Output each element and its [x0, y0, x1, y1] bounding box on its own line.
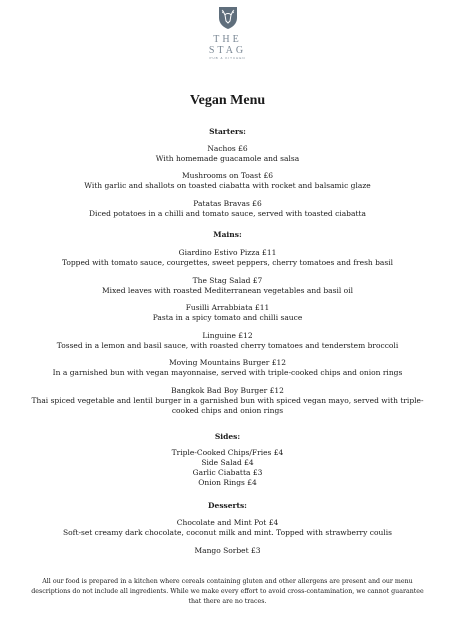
dessert-desc: Soft-set creamy dark chocolate, coconut milk and mint. Topped with strawberry coulis [63, 528, 392, 537]
main-name: Bangkok Bad Boy Burger £12 [171, 386, 284, 395]
main-name: Moving Mountains Burger £12 [168, 358, 287, 367]
starters-heading: Starters: [209, 127, 246, 136]
main-name: Giardino Estivo Pizza £11 [178, 248, 277, 257]
main-desc: Tossed in a lemon and basil sauce, with roasted cherry tomatoes and tenderstem broccoli [56, 341, 399, 350]
stag-shield-icon [217, 6, 239, 30]
brand-name-the: THE [213, 34, 242, 45]
main-name: Fusilli Arrabbiata £11 [185, 303, 270, 312]
sides-heading: Sides: [214, 432, 241, 441]
starter-name: Patatas Bravas £6 [193, 199, 262, 208]
main-desc: In a garnished bun with vegan mayonnaise, served with triple-cooked chips and onion rings [52, 368, 403, 377]
starter-desc: With garlic and shallots on toasted ciabatta with rocket and balsamic glaze [84, 181, 371, 190]
brand-name-stag: STAG [208, 45, 247, 56]
dessert-name: Mango Sorbet £3 [194, 546, 261, 555]
mains-heading: Mains: [213, 230, 242, 239]
main-desc: Topped with tomato sauce, courgettes, sweet peppers, cherry tomatoes and fresh basil [61, 258, 394, 267]
menu-title: Vegan Menu [189, 93, 266, 108]
main-desc: Thai spiced vegetable and lentil burger in a garnished bun with spiced vegan mayo, served with triple-cooked chips and onion rings [31, 396, 424, 415]
starter-name: Mushrooms on Toast £6 [181, 171, 274, 180]
side-item: Garlic Ciabatta £3 [192, 468, 263, 477]
dessert-name: Chocolate and Mint Pot £4 [176, 518, 279, 527]
main-name: Linguine £12 [202, 331, 253, 340]
starter-name: Nachos £6 [207, 144, 248, 153]
brand-tagline: PUB & KITCHEN [209, 56, 246, 60]
starter-desc: Diced potatoes in a chilli and tomato sauce, served with toasted ciabatta [89, 209, 366, 218]
side-item: Onion Rings £4 [198, 478, 257, 487]
main-name: The Stag Salad £7 [192, 276, 263, 285]
allergen-note: All our food is prepared in a kitchen where cereals containing gluten and other allergens are present and our menu descriptions do not include all ingredients. While we make every effort to avoid cross-contamination, we cannot guarantee that there are no traces. [31, 578, 424, 605]
main-desc: Mixed leaves with roasted Mediterranean vegetables and basil oil [102, 286, 353, 295]
side-item: Triple-Cooked Chips/Fries £4 [171, 448, 284, 457]
logo [0, 6, 455, 61]
desserts-heading: Desserts: [208, 501, 247, 510]
starter-desc: With homemade guacamole and salsa [155, 154, 300, 163]
side-item: Side Salad £4 [201, 458, 254, 467]
main-desc: Pasta in a spicy tomato and chilli sauce [152, 313, 303, 322]
